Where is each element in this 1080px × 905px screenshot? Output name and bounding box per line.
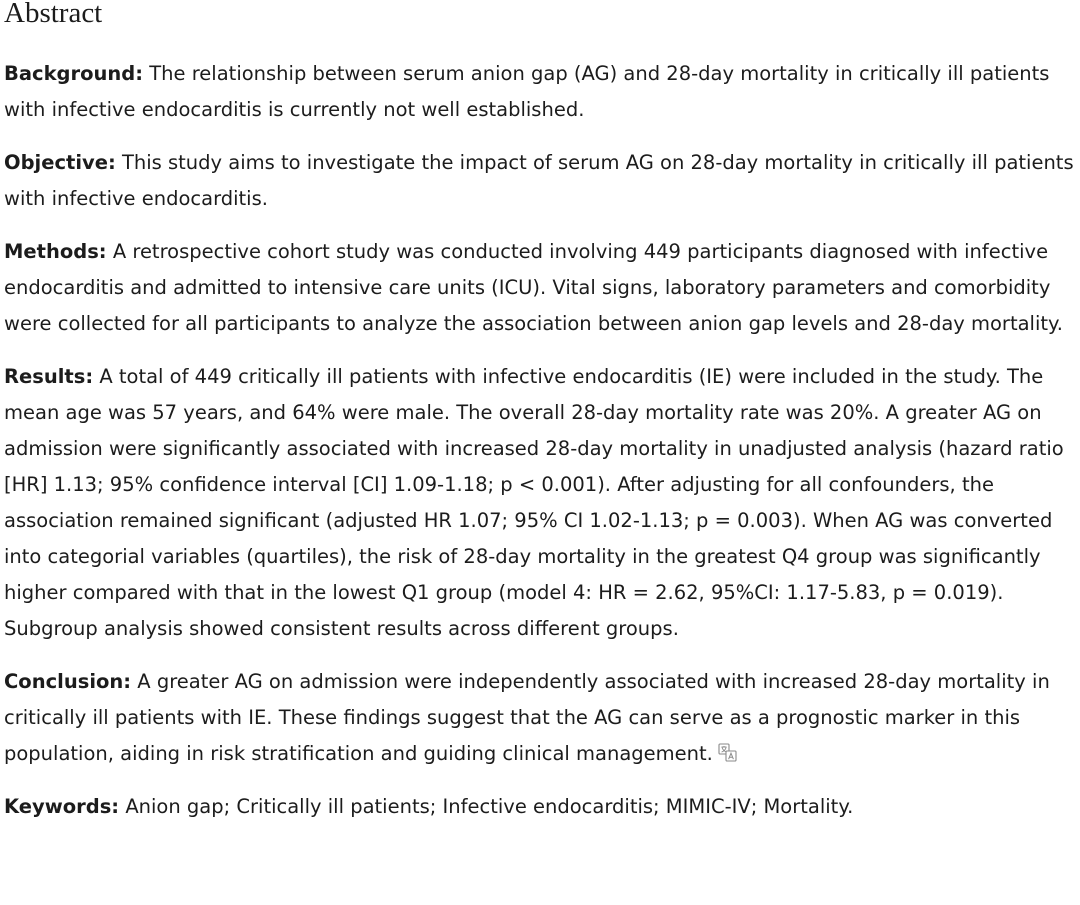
methods-paragraph: [4, 234, 1078, 342]
results-label: Results:: [4, 365, 94, 388]
methods-label: Methods:: [4, 240, 107, 263]
conclusion-paragraph: [4, 664, 1078, 772]
objective-label: Objective:: [4, 151, 116, 174]
background-paragraph: [4, 56, 1078, 128]
abstract-heading: Abstract: [4, 0, 103, 29]
keywords-label: Keywords:: [4, 795, 120, 818]
objective-text: This study aims to investigate the impact of serum AG on 28-day mortality in critically ill patients with infective endocarditis.: [4, 151, 1074, 210]
translate-icon[interactable]: [718, 738, 737, 757]
results-paragraph: [4, 359, 1078, 647]
results-text: A total of 449 critically ill patients with infective endocarditis (IE) were included in the study. The mean age was 57 years, and 64% were male. The overall 28-day mortality rate was 20%. A greater AG on admission were significantly associated with increased 28-day mortality in unadjusted analysis (hazard ratio [HR] 1.13; 95% confidence interval [CI] 1.09-1.18; p < 0.001). After adjusting for all confounders, the association remained significant (adjusted HR 1.07; 95% CI 1.02-1.13; p = 0.003). When AG was converted into categorial variables (quartiles), the risk of 28-day mortality in the greatest Q4 group was significantly higher compared with that in the lowest Q1 group (model 4: HR = 2.62, 95%CI: 1.17-5.83, p = 0.019). Subgroup analysis showed consistent results across different groups.: [4, 365, 1064, 640]
conclusion-text: A greater AG on admission were independently associated with increased 28-day mortality in critically ill patients with IE. These findings suggest that the AG can serve as a prognostic marker in this population, aiding in risk stratification and guiding clinical management.: [4, 670, 1050, 765]
background-text: The relationship between serum anion gap (AG) and 28-day mortality in critically ill patients with infective endocarditis is currently not well established.: [4, 62, 1050, 121]
methods-text: A retrospective cohort study was conducted involving 449 participants diagnosed with infective endocarditis and admitted to intensive care units (ICU). Vital signs, laboratory parameters and comorbidity were collected for all participants to analyze the association between anion gap levels and 28-day mortality.: [4, 240, 1063, 335]
abstract-section: [4, 0, 1078, 825]
keywords-text: Anion gap; Critically ill patients; Infective endocarditis; MIMIC-IV; Mortality.: [125, 795, 854, 818]
objective-paragraph: [4, 145, 1078, 217]
keywords-paragraph: [4, 789, 1078, 825]
conclusion-label: Conclusion:: [4, 670, 132, 693]
background-label: Background:: [4, 62, 144, 85]
